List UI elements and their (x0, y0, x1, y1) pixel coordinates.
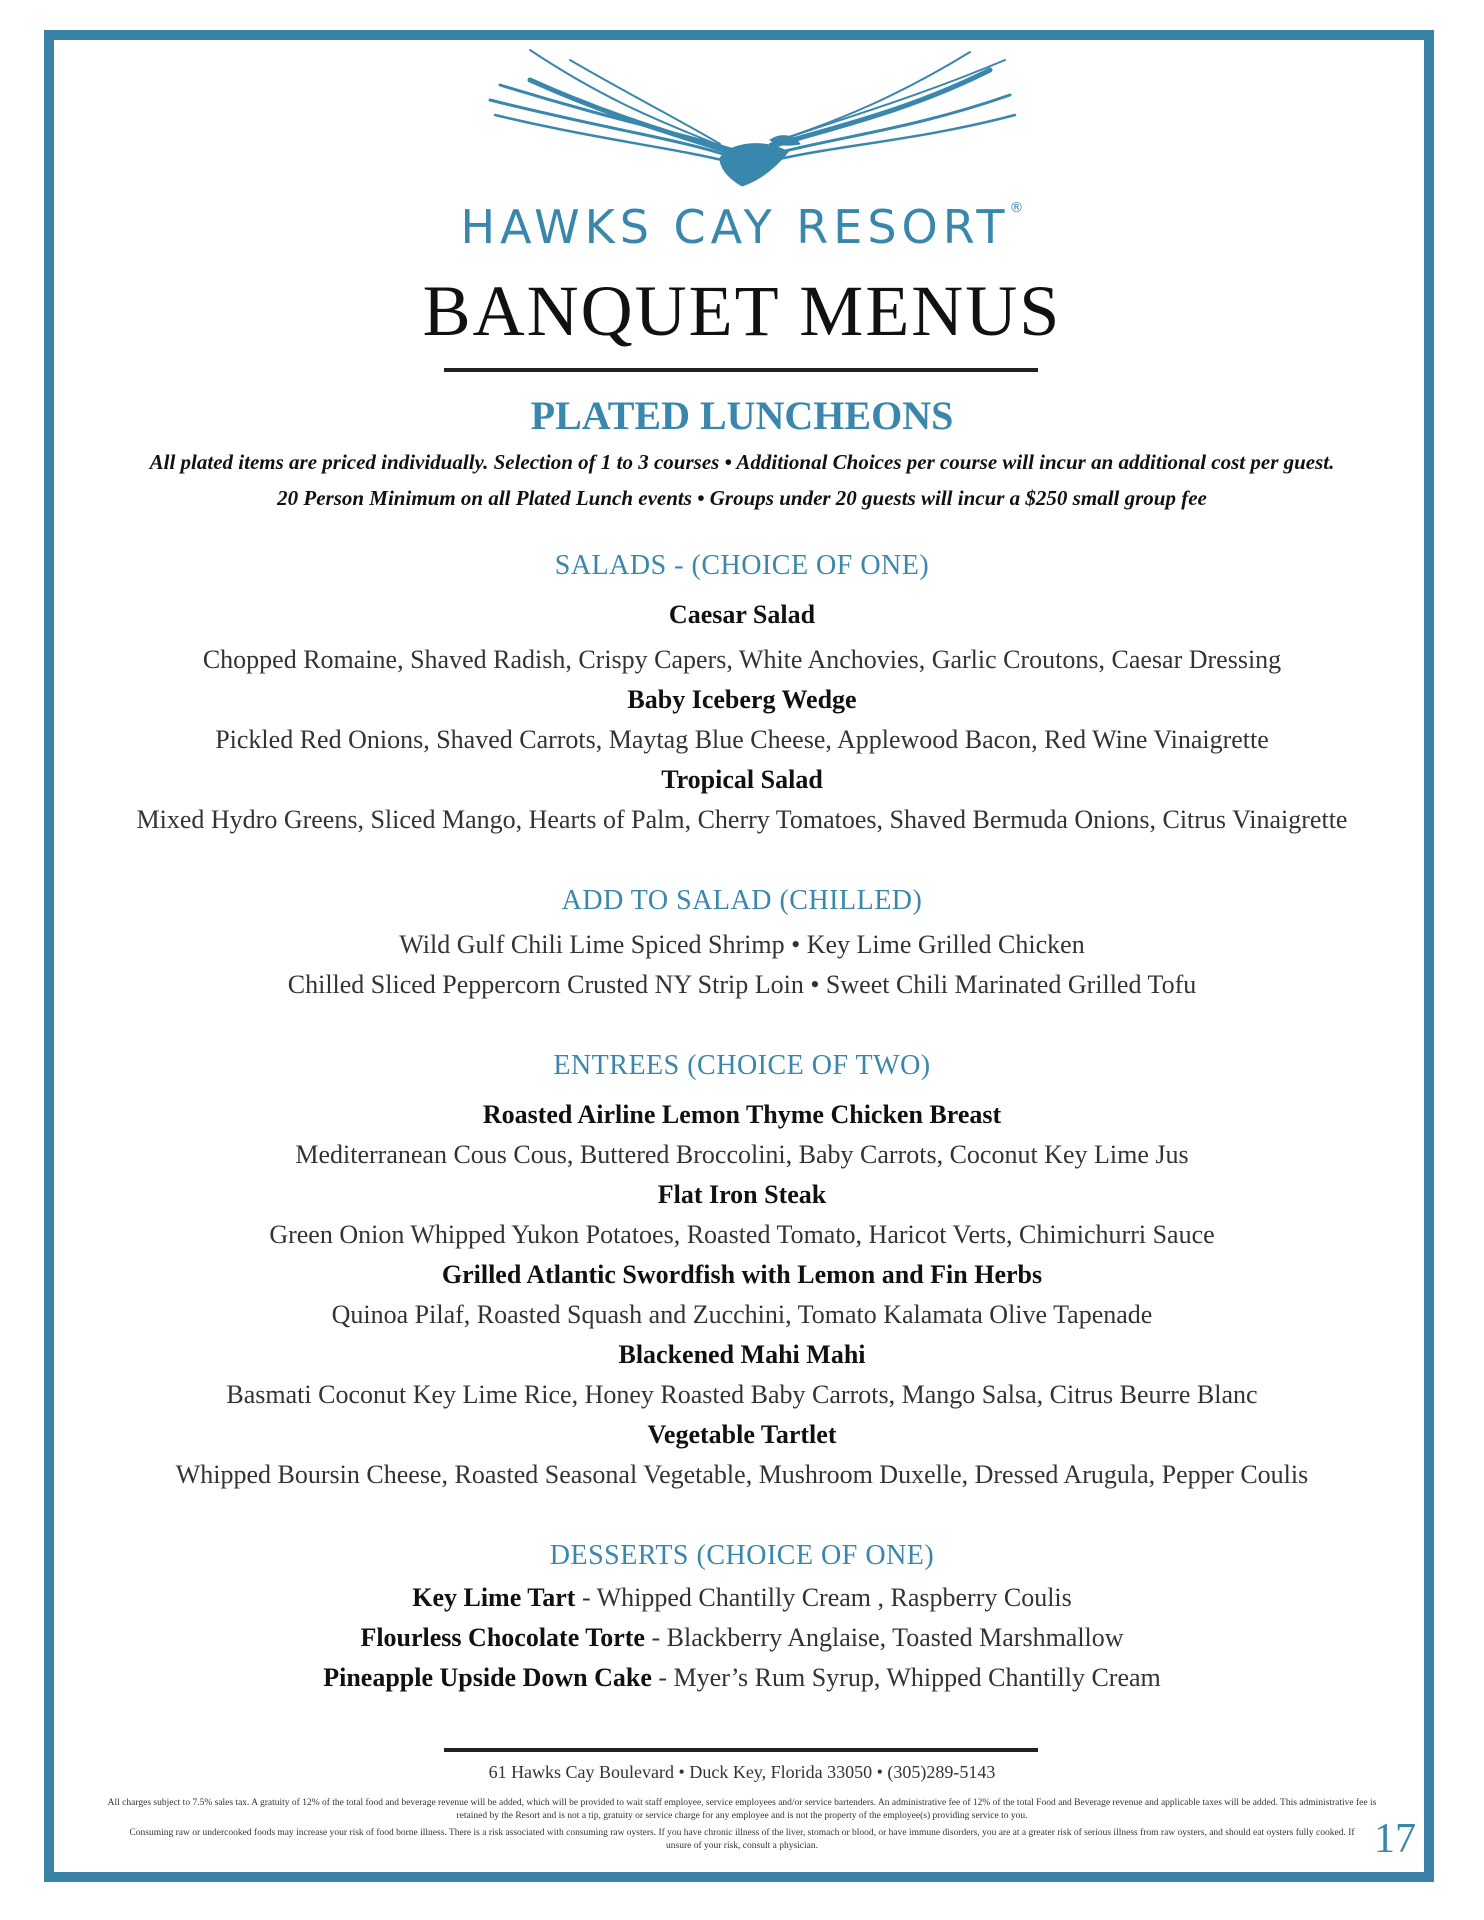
hawk-logo-icon (470, 40, 1030, 190)
menu-item-desc: Chopped Romaine, Shaved Radish, Crispy Capers, White Anchovies, Garlic Croutons, Caesar Dressing (202, 645, 1282, 674)
food-safety-disclaimer: Consuming raw or undercooked foods may increase your risk of food borne illness. There is a risk associated with consuming raw oysters. If you have chronic illness of the liver, stomach or blood, or have immune disorders, you are at a greater risk of serious illness from raw oysters, and should eat oysters fully cooked. If unsure of your risk, consult a physician. (129, 1828, 1355, 1851)
menu-item-name: Flat Iron Steak (657, 1180, 827, 1209)
pricing-note: All plated items are priced individually. Selection of 1 to 3 courses • Additional Choices per course will incur an additional cost per guest. (149, 450, 1335, 474)
menu-item-name: Vegetable Tartlet (647, 1420, 837, 1449)
entrees-heading: ENTREES (CHOICE OF TWO) (553, 1050, 931, 1081)
resort-address: 61 Hawks Cay Boulevard • Duck Key, Florida 33050 • (305)289-5143 (488, 1762, 996, 1782)
menu-item-name: Baby Iceberg Wedge (627, 685, 857, 714)
add-to-salad-line: Wild Gulf Chili Lime Spiced Shrimp • Key Lime Grilled Chicken (399, 930, 1085, 959)
menu-item-name: Grilled Atlantic Swordfish with Lemon and Fin Herbs (441, 1260, 1043, 1289)
minimum-note: 20 Person Minimum on all Plated Lunch events • Groups under 20 guests will incur a $250 small group fee (277, 486, 1207, 510)
resort-brand-name: HAWKS CAY RESORT® (460, 200, 1024, 254)
dessert-line: Flourless Chocolate Torte - Blackberry Anglaise, Toasted Marshmallow (360, 1623, 1124, 1652)
salads-heading: SALADS - (CHOICE OF ONE) (554, 550, 930, 581)
menu-item-name: Roasted Airline Lemon Thyme Chicken Breast (482, 1100, 1002, 1129)
dessert-line: Pineapple Upside Down Cake - Myer’s Rum Syrup, Whipped Chantilly Cream (323, 1663, 1161, 1692)
menu-item-desc: Pickled Red Onions, Shaved Carrots, Maytag Blue Cheese, Applewood Bacon, Red Wine Vinaigrette (215, 725, 1269, 754)
gratuity-disclaimer: All charges subject to 7.5% sales tax. A gratuity of 12% of the total food and beverage revenue will be added, which will be provided to wait staff employee, service employees and/or service bartenders. An administrative fee of 12% of the total Food and Beverage revenue and applicable taxes will be added. This administrative fee is retained by the Resort and is not a tip, gratuity or service charge for any employee and is not the property of the employee(s) providing service to you. (107, 1798, 1377, 1821)
page-title: BANQUET MENUS (422, 271, 1062, 351)
menu-item-desc: Green Onion Whipped Yukon Potatoes, Roasted Tomato, Haricot Verts, Chimichurri Sauce (269, 1220, 1215, 1249)
menu-item-name: Caesar Salad (668, 600, 816, 629)
desserts-heading: DESSERTS (CHOICE OF ONE) (549, 1540, 935, 1571)
menu-item-name: Blackened Mahi Mahi (618, 1340, 866, 1369)
menu-item-desc: Mixed Hydro Greens, Sliced Mango, Hearts of Palm, Cherry Tomatoes, Shaved Bermuda Onions, Citrus Vinaigrette (136, 805, 1348, 834)
menu-item-desc: Whipped Boursin Cheese, Roasted Seasonal Vegetable, Mushroom Duxelle, Dressed Arugula, Pepper Coulis (175, 1460, 1309, 1489)
footer-divider (444, 1748, 1038, 1752)
add-to-salad-line: Chilled Sliced Peppercorn Crusted NY Strip Loin • Sweet Chili Marinated Grilled Tofu (287, 970, 1197, 999)
menu-item-name: Tropical Salad (661, 765, 823, 794)
dessert-line: Key Lime Tart - Whipped Chantilly Cream , Raspberry Coulis (412, 1583, 1072, 1612)
menu-item-desc: Quinoa Pilaf, Roasted Squash and Zucchini, Tomato Kalamata Olive Tapenade (331, 1300, 1153, 1329)
add-to-salad-heading: ADD TO SALAD (CHILLED) (561, 885, 923, 916)
page-number: 17 (1374, 1816, 1416, 1862)
title-divider (444, 368, 1038, 372)
section-subtitle: PLATED LUNCHEONS (530, 393, 954, 438)
menu-item-desc: Mediterranean Cous Cous, Buttered Broccolini, Baby Carrots, Coconut Key Lime Jus (295, 1140, 1189, 1169)
menu-item-desc: Basmati Coconut Key Lime Rice, Honey Roasted Baby Carrots, Mango Salsa, Citrus Beurre Blanc (226, 1380, 1258, 1409)
